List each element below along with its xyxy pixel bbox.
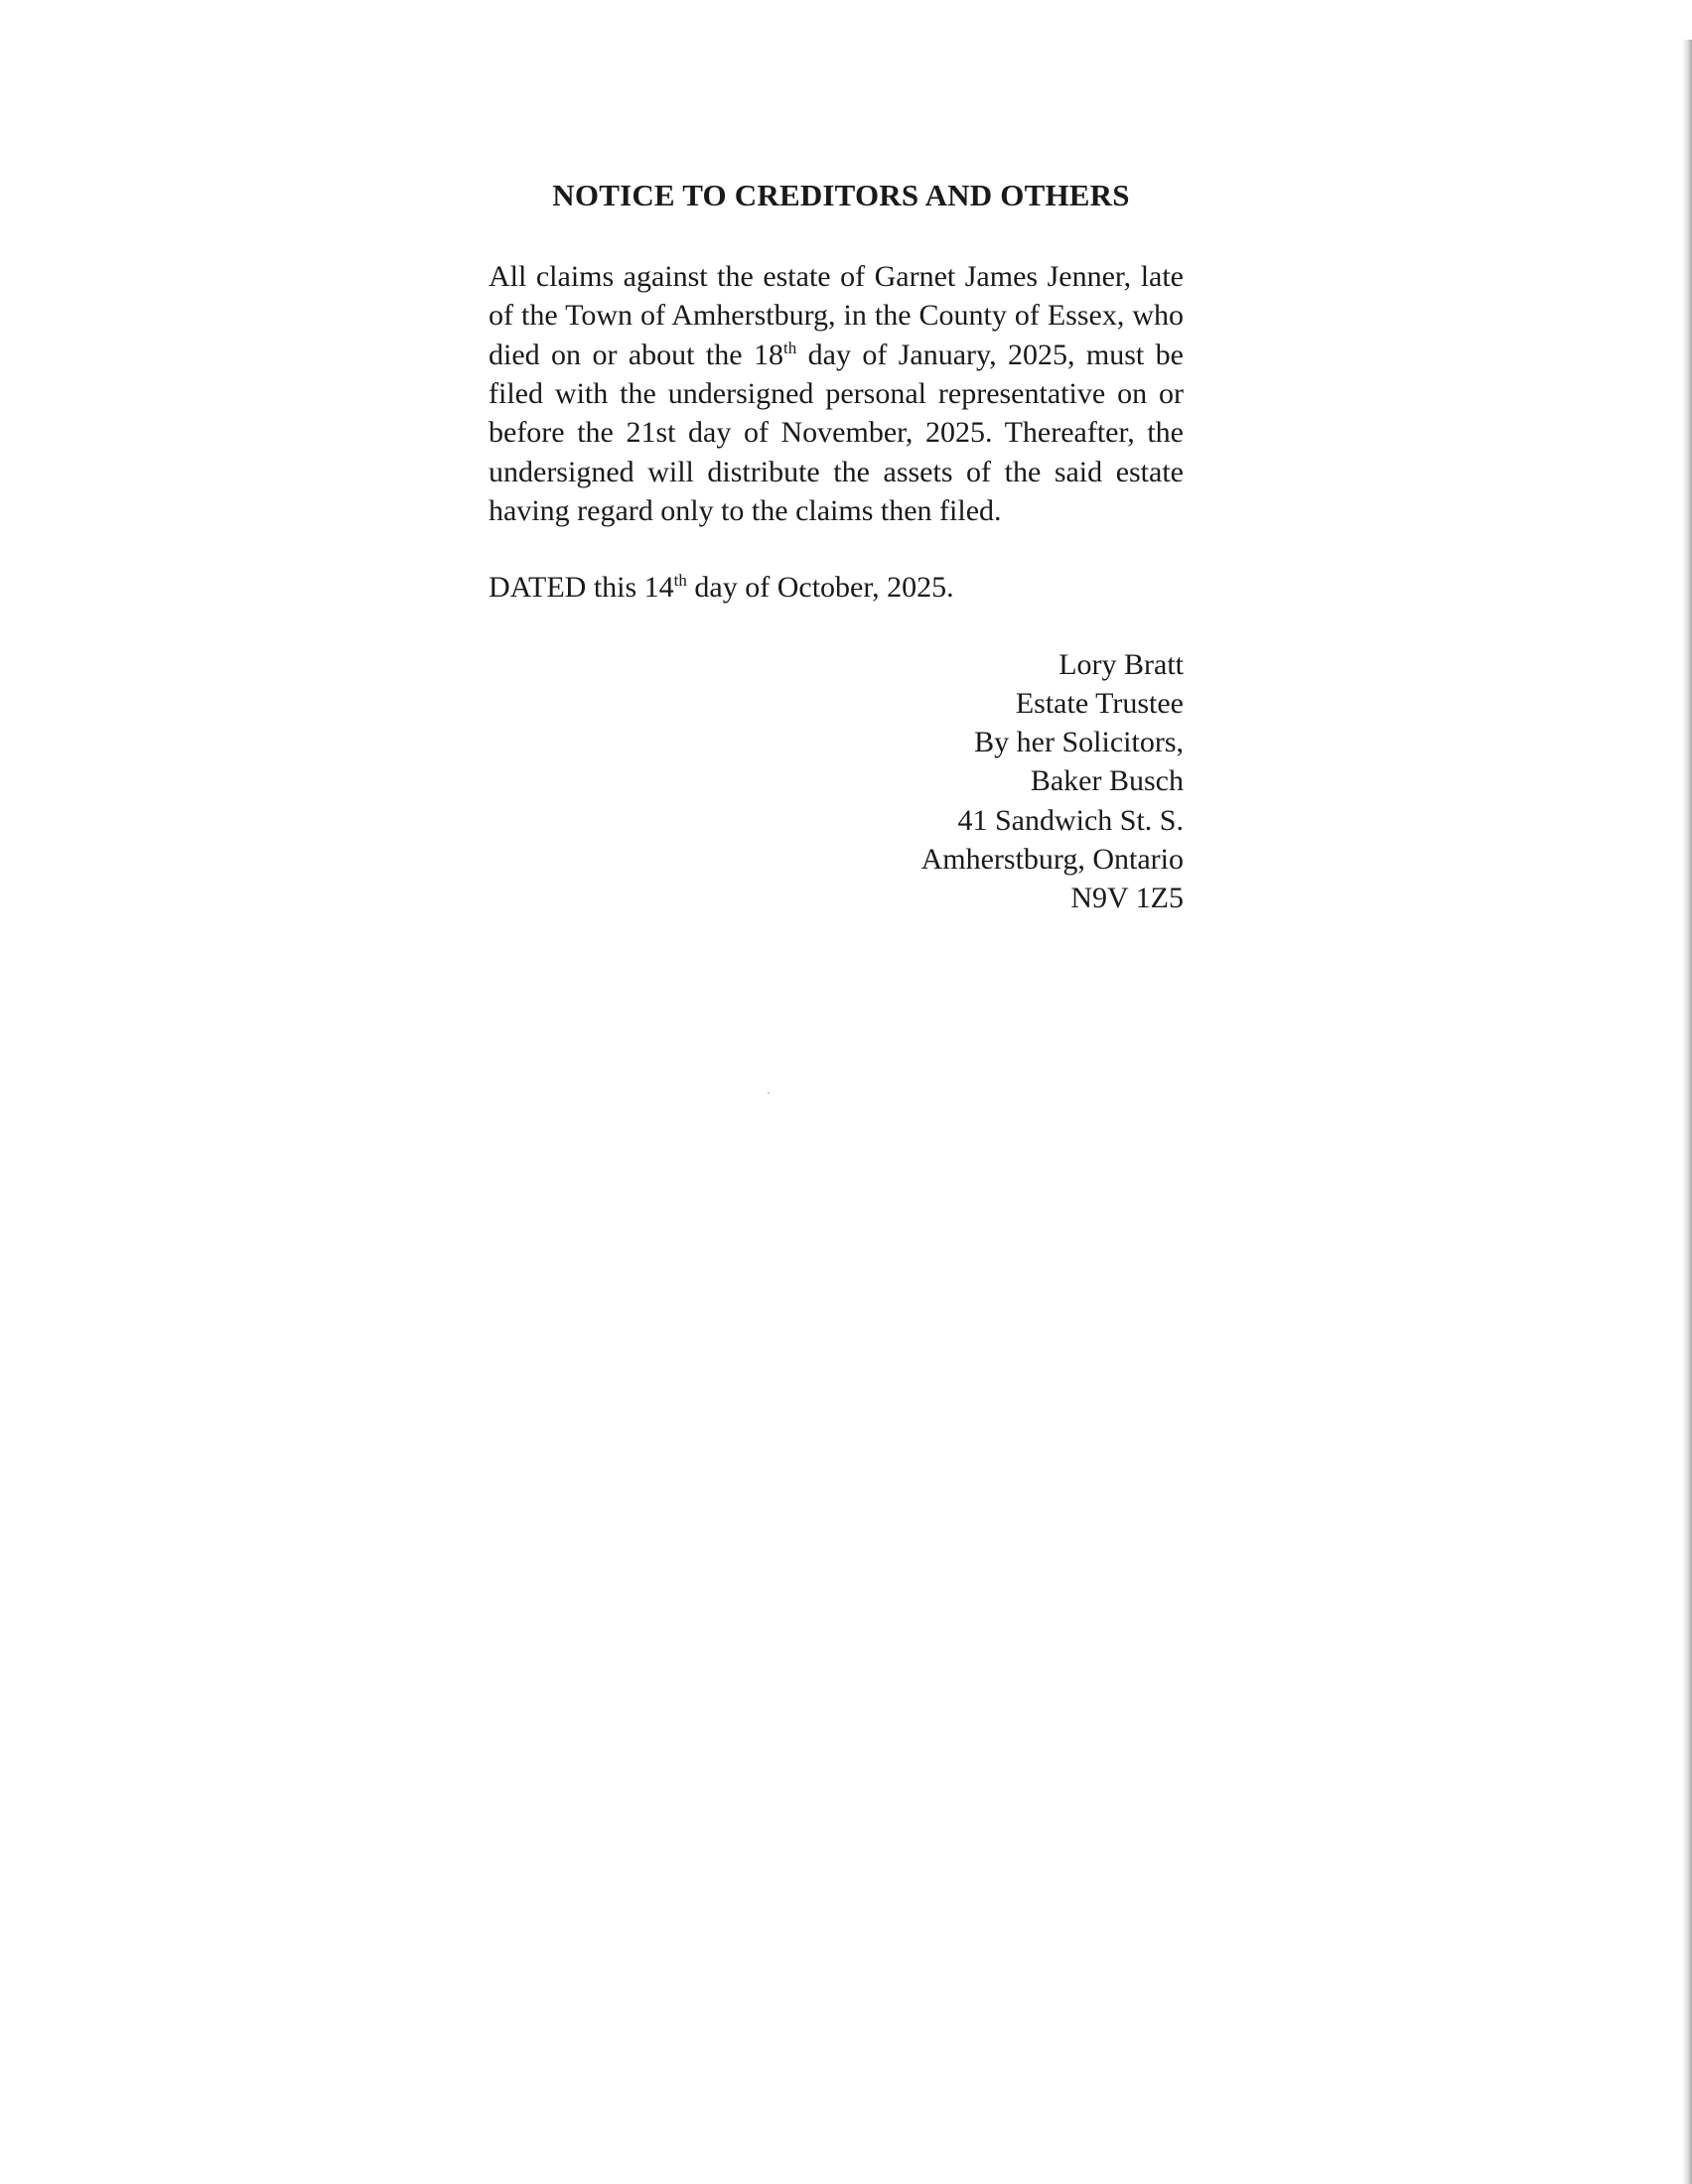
scan-edge-shadow: [1682, 40, 1692, 2184]
notice-block: [489, 177, 1184, 918]
solicitors-line: By her Solicitors,: [974, 726, 1184, 759]
signatory-role: Estate Trustee: [1015, 686, 1184, 720]
dated-line: [489, 568, 1184, 607]
city-province: Amherstburg, Ontario: [920, 843, 1184, 877]
signatory-name: Lory Bratt: [1058, 647, 1184, 681]
scan-speck: [768, 1092, 770, 1094]
dated-text-part1: DATED this 14: [489, 571, 674, 605]
notice-body-paragraph: [489, 257, 1184, 530]
notice-title: NOTICE TO CREDITORS AND OTHERS: [552, 178, 1130, 212]
body-text-part2: day of January, 2025, must be filed with the undersigned personal representative on or before the 21st day of November, 2025. Thereafter, the undersigned will distribute the assets of the said estate having regard only to the claims then filed.: [489, 338, 1184, 527]
firm-name: Baker Busch: [1030, 764, 1184, 798]
body-text-part1: All claims against the estate of Garnet James Jenner, late of the Town of Amherstburg, in the County of Essex, who died on or about the 18: [489, 260, 1184, 371]
postal-code: N9V 1Z5: [1070, 882, 1184, 915]
dated-text-part2: day of October, 2025.: [686, 571, 954, 605]
street-address: 41 Sandwich St. S.: [957, 803, 1184, 837]
dated-ordinal-suffix: th: [673, 571, 687, 591]
body-ordinal-suffix: th: [782, 338, 797, 357]
signature-block: [489, 645, 1184, 918]
